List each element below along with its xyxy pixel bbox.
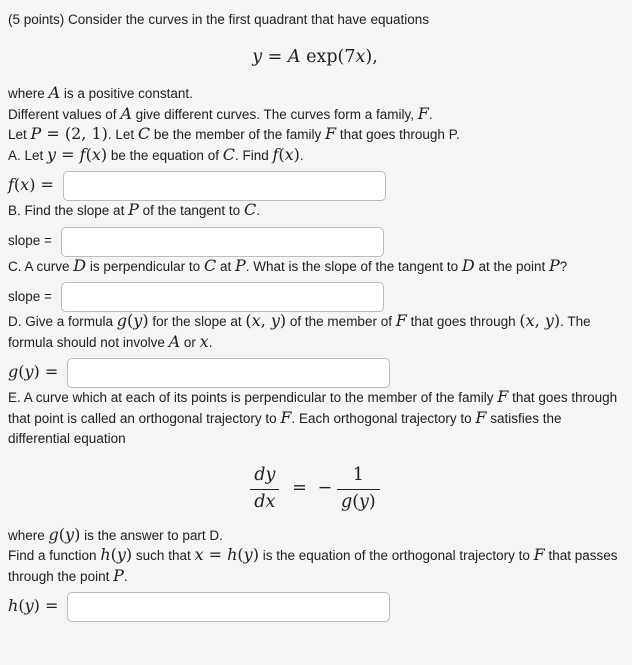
problem-intro: (5 points) Consider the curves in the first quadrant that have equations — [8, 12, 429, 27]
part-d-answer-row — [8, 358, 622, 388]
reciprocal-fraction — [337, 466, 380, 514]
minus-sign: − — [317, 478, 333, 499]
equals-sign: = — [292, 478, 307, 499]
part-a-answer-row — [8, 171, 622, 201]
part-e-question: E. A curve which at each of its points is perpendicular to the member of the family F that goes through that point is called an orthogonal trajectory to F. Each orthogonal trajectory to F satisfies the differential equation — [8, 387, 618, 446]
slope-b-answer-input[interactable] — [61, 227, 384, 257]
find-function-line: Find a function h(y) such that x = h(y) is the equation of the orthogonal trajectory to F that passes through the point P. — [8, 545, 618, 585]
family-equation: y = A exp(7x), — [252, 46, 378, 67]
hy-label: h(y) = — [8, 595, 59, 615]
reciprocal-denominator: g(y) — [340, 492, 376, 512]
hy-answer-input[interactable] — [67, 592, 390, 622]
part-a-question: A. Let y = f(x) be the equation of C. Find f(x). — [8, 144, 304, 164]
fx-label: f(x) = — [8, 174, 54, 194]
part-d-question: D. Give a formula g(y) for the slope at (x, y) of the member of F that goes through (x, y). The formula should not involve A or x. — [8, 311, 591, 351]
where-constant-line: where A is a positive constant. — [8, 83, 193, 102]
part-b-question: B. Find the slope at P of the tangent to C. — [8, 200, 260, 219]
slope-c-answer-input[interactable] — [61, 282, 384, 312]
slope-b-label: slope = — [8, 233, 52, 249]
part-b-answer-row — [8, 227, 622, 257]
fx-answer-input[interactable] — [63, 171, 386, 201]
answer-note-line: where g(y) is the answer to part D. — [8, 524, 223, 544]
family-line: Different values of A give different curves. The curves form a family, F. — [8, 103, 433, 123]
gy-answer-input[interactable] — [67, 358, 390, 388]
part-c-question: C. A curve D is perpendicular to C at P. What is the slope of the tangent to D at the point P? — [8, 255, 568, 275]
gy-label: g(y) = — [8, 361, 59, 381]
slope-c-label: slope = — [8, 288, 52, 304]
dydx-denominator: dx — [254, 492, 276, 512]
point-line: Let P = (2, 1). Let C be the member of the family F that goes through P. — [8, 124, 460, 143]
ode-equation — [8, 466, 622, 514]
dydx-numerator: dy — [250, 466, 279, 491]
part-c-answer-row — [8, 282, 622, 312]
dydx-fraction — [250, 466, 279, 514]
part-e-answer-row — [8, 592, 622, 622]
reciprocal-numerator: 1 — [337, 466, 380, 491]
